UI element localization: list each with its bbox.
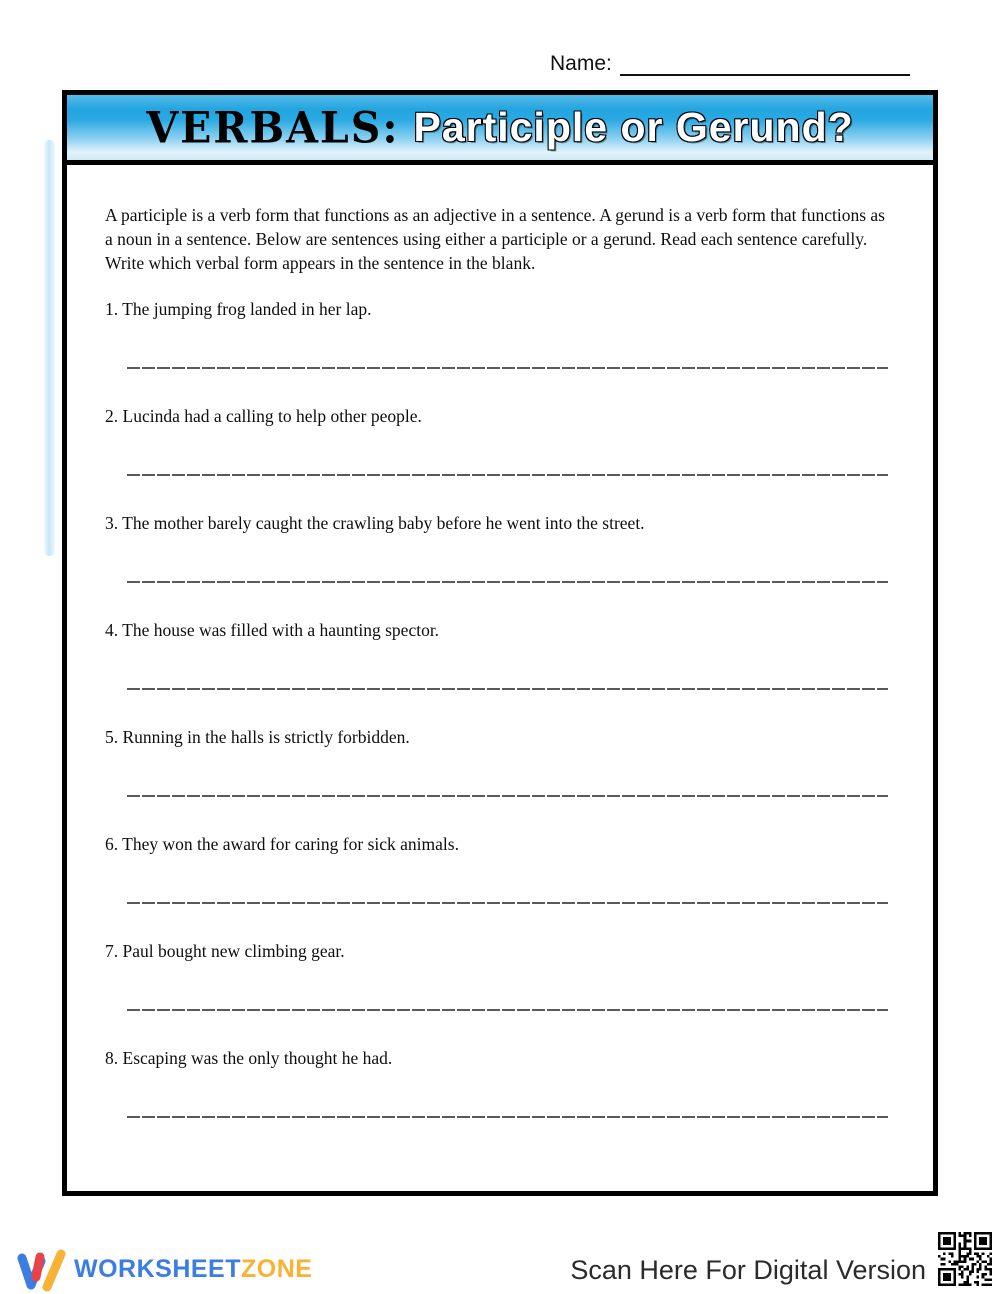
worksheet-header-banner xyxy=(67,95,933,165)
question-item-4 xyxy=(105,619,890,726)
answer-blank-line[interactable] xyxy=(127,1115,888,1118)
logo-text-worksheet: WORKSHEET xyxy=(74,1254,241,1283)
worksheet-body xyxy=(67,165,933,1154)
worksheetzone-wordmark xyxy=(74,1255,312,1284)
answer-blank-line[interactable] xyxy=(127,794,888,797)
scan-here-text: Scan Here For Digital Version xyxy=(570,1255,926,1285)
question-item-8 xyxy=(105,1047,890,1154)
question-text: 7. Paul bought new climbing gear. xyxy=(105,941,345,961)
question-item-3 xyxy=(105,512,890,619)
worksheet-page xyxy=(62,90,938,1196)
question-item-1 xyxy=(105,298,890,405)
left-decorative-strip xyxy=(44,140,55,556)
question-text: 1. The jumping frog landed in her lap. xyxy=(105,299,372,319)
question-text: 4. The house was filled with a haunting spector. xyxy=(105,620,440,640)
answer-blank-line[interactable] xyxy=(127,901,888,904)
question-text: 6. They won the award for caring for sick animals. xyxy=(105,834,459,854)
logo-text-zone: ZONE xyxy=(241,1254,313,1283)
question-item-7 xyxy=(105,940,890,1047)
question-text: 3. The mother barely caught the crawling baby before he went into the street. xyxy=(105,513,645,533)
question-item-5 xyxy=(105,726,890,833)
question-text: 5. Running in the halls is strictly forbidden. xyxy=(105,727,410,747)
answer-blank-line[interactable] xyxy=(127,580,888,583)
answer-blank-line[interactable] xyxy=(127,473,888,476)
worksheetzone-logo xyxy=(16,1246,312,1292)
worksheet-title-main: Participle or Gerund? xyxy=(413,104,854,150)
instructions-text: A participle is a verb form that functions as an adjective in a sentence. A gerund is a verb form that functions as a noun in a sentence. Below are sentences using either a participle or a gerund. Read each sentence carefully. Write which verbal form appears in the sentence in the blank. xyxy=(105,205,885,273)
digital-version-callout xyxy=(570,1230,992,1288)
answer-blank-line[interactable] xyxy=(127,1008,888,1011)
name-label: Name: xyxy=(550,52,612,75)
name-row xyxy=(550,52,910,76)
name-input-line[interactable] xyxy=(620,52,910,76)
question-item-6 xyxy=(105,833,890,940)
answer-blank-line[interactable] xyxy=(127,687,888,690)
question-text: 2. Lucinda had a calling to help other people. xyxy=(105,406,422,426)
answer-blank-line[interactable] xyxy=(127,366,888,369)
worksheet-title-prefix: VERBALS: xyxy=(146,102,400,153)
question-list xyxy=(105,298,890,1154)
qr-code-icon xyxy=(938,1230,992,1288)
question-item-2 xyxy=(105,405,890,512)
question-text: 8. Escaping was the only thought he had. xyxy=(105,1048,393,1068)
worksheetzone-w-icon xyxy=(16,1246,66,1292)
